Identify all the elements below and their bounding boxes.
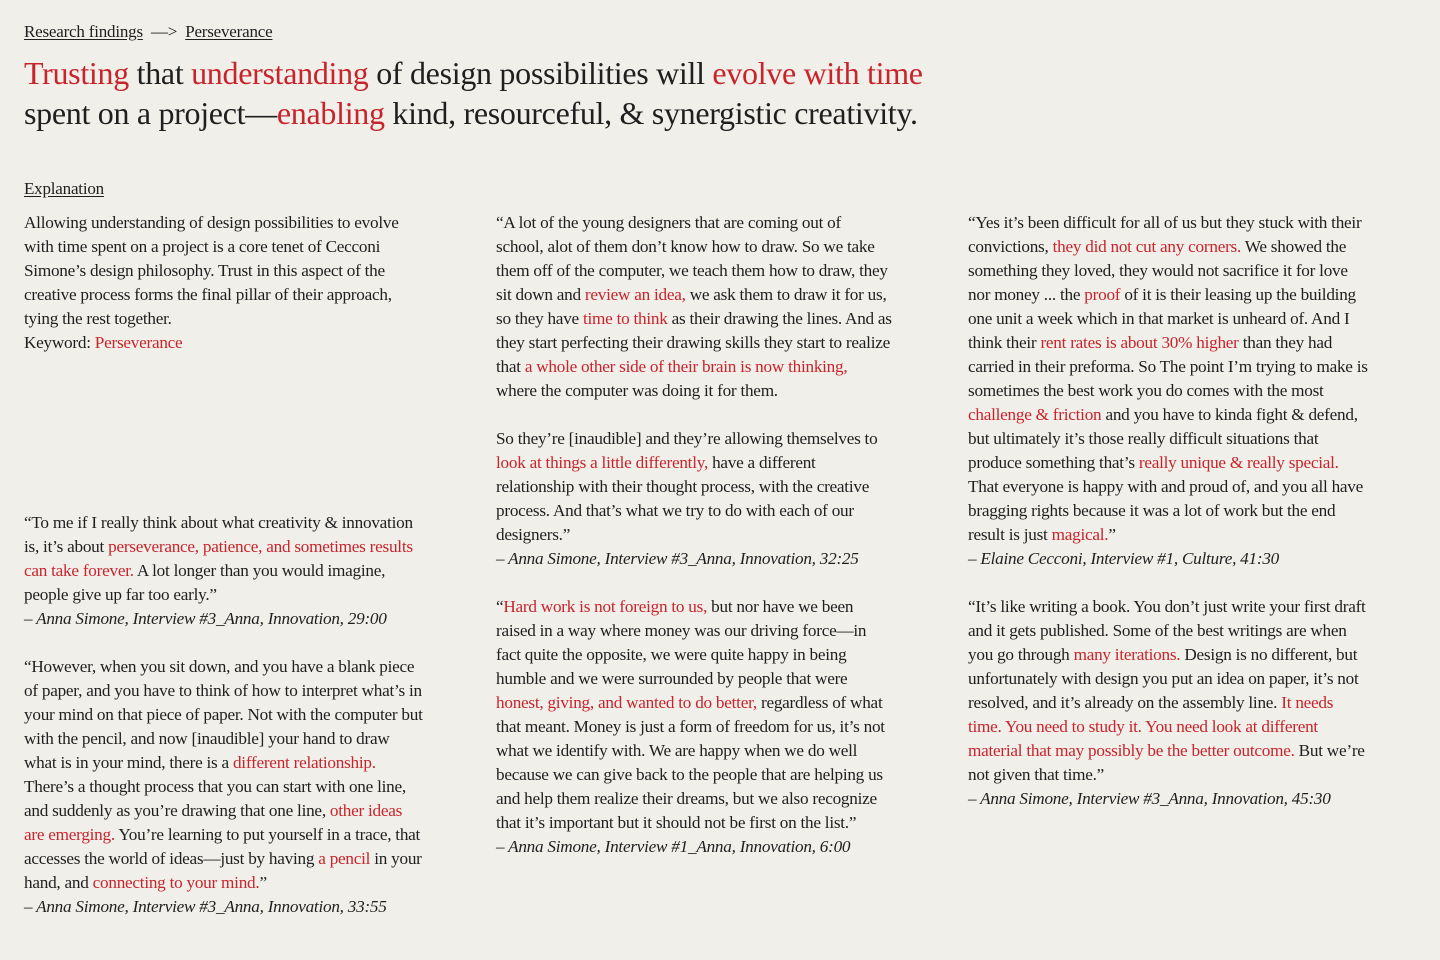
headline-part: that	[128, 55, 192, 91]
quote-citation: – Anna Simone, Interview #3_Anna, Innovation, 33:55	[24, 897, 387, 916]
quote-highlight: really unique & really special.	[1138, 453, 1339, 472]
quote-text	[496, 595, 892, 835]
quote-segment: we ask them to draw it for us, so they have	[496, 285, 887, 328]
headline-part: understanding	[191, 55, 369, 91]
quote-text	[496, 211, 892, 403]
explanation-body: Allowing understanding of design possibilities to evolve with time spent on a project is a core tenet of Cecconi Simone’s design philosophy. Trust in this aspect of the creative process forms the final pillar of their approach, tying the rest together.	[24, 213, 399, 328]
quote-segment: A lot longer than you would imagine, people give up far too early.”	[24, 561, 386, 604]
quote-segment: So they’re [inaudible] and they’re allowing themselves to	[496, 429, 878, 448]
quote-highlight: they did not cut any corners.	[1052, 237, 1242, 256]
quote-segment: You’re learning to put yourself in a trace, that accesses the world of ideas—just by having	[24, 825, 421, 868]
quote-segment: in your hand, and	[24, 849, 422, 892]
quote-highlight: Hard work is not foreign to us,	[503, 597, 708, 616]
quote-highlight: different relationship.	[232, 753, 376, 772]
quote-highlight: many iterations.	[1073, 645, 1181, 664]
quote-text	[968, 595, 1368, 787]
headline-part: evolve with time	[712, 55, 923, 91]
headline-part: kind, resourceful, & synergistic creativity.	[384, 95, 918, 131]
quote-segment: and you have to kinda fight & defend, but ultimately it’s those really difficult situations that produce something that’s	[968, 405, 1358, 472]
quote-highlight: perseverance, patience, and sometimes results can take forever.	[24, 537, 413, 580]
quote-highlight: a whole other side of their brain is now thinking,	[524, 357, 848, 376]
quote-segment: regardless of what that meant. Money is just a form of freedom for us, it’s not what we identify with. We are happy when we do well because we can give back to the people that are helping us and help them realize their dreams, but we also recognize that it’s important but it should not be first on the list.”	[496, 693, 885, 832]
quote-segment: “To me if I really think about what creativity & innovation is, it’s about	[24, 513, 413, 556]
quote-segment: as their drawing the lines. And as they start perfecting their drawing skills they start to realize that	[496, 309, 892, 376]
quote-segment: “A lot of the young designers that are coming out of school, alot of them don’t know how to draw. So we take them off of the computer, we teach them how to draw, they sit down and	[496, 213, 888, 304]
quote-block	[968, 211, 1368, 571]
quote-highlight: other ideas are emerging.	[24, 801, 403, 844]
explanation-label: Explanation	[24, 179, 104, 198]
quote-citation: – Anna Simone, Interview #3_Anna, Innovation, 32:25	[496, 549, 859, 568]
quote-text	[24, 655, 424, 895]
quote-highlight: magical.	[1051, 525, 1109, 544]
quote-segment: ”	[1108, 525, 1116, 544]
quote-segment: “	[496, 597, 504, 616]
breadcrumb-separator: —>	[150, 22, 178, 41]
quote-segment: “However, when you sit down, and you have a blank piece of paper, and you have to think of how to interpret what’s in your mind on that piece of paper. Not with the computer but with the pencil, and now [inaudible] your hand to draw what is in your mind, there is a	[24, 657, 423, 772]
keyword-value[interactable]: Perseverance	[94, 333, 183, 352]
quote-segment: We showed the something they loved, they would not sacrifice it for love nor money ... the	[968, 237, 1348, 304]
quote-segment: “It’s like writing a book. You don’t just write your first draft and it gets published. Some of the best writings are when you go through	[968, 597, 1366, 664]
page-headline	[24, 53, 984, 133]
breadcrumb	[24, 20, 272, 44]
explanation-block	[24, 211, 424, 355]
breadcrumb-current-perseverance[interactable]: Perseverance	[185, 22, 273, 41]
quote-block	[496, 595, 892, 859]
headline-part: enabling	[276, 95, 385, 131]
quote-highlight: look at things a little differently,	[496, 453, 709, 472]
quote-segment: of it is their leasing up the building one unit a week which in that market is unheard of. And I think their	[968, 285, 1356, 352]
quote-text	[496, 427, 892, 547]
quote-citation: – Anna Simone, Interview #1_Anna, Innovation, 6:00	[496, 837, 851, 856]
quote-segment: than they had carried in their preforma. So The point I’m trying to make is sometimes the best work you do comes with the most	[968, 333, 1368, 400]
quote-highlight: connecting to your mind.	[92, 873, 260, 892]
quote-highlight: challenge & friction	[968, 405, 1102, 424]
quote-citation: – Elaine Cecconi, Interview #1, Culture, 41:30	[968, 549, 1280, 568]
quote-text	[24, 511, 424, 607]
quote-segment: There’s a thought process that you can start with one line, and suddenly as you’re drawing that one line,	[24, 777, 406, 820]
quote-segment: have a different relationship with their thought process, with the creative process. And that’s what we try to do with each of our designers.”	[496, 453, 870, 544]
quote-segment: That everyone is happy with and proud of, and you all have bragging rights because it was a lot of work but the end result is just	[968, 477, 1364, 544]
quote-segment: But we’re not given that time.”	[968, 741, 1365, 784]
quote-highlight: a pencil	[318, 849, 371, 868]
quote-citation: – Anna Simone, Interview #3_Anna, Innovation, 29:00	[24, 609, 387, 628]
quote-highlight: It needs time. You need to study it. You need look at different material that may possibly be the better outcome.	[968, 693, 1334, 760]
quote-segment: Design is no different, but unfortunately with design you put an idea on paper, it’s not resolved, and it’s already on the assembly line.	[968, 645, 1359, 712]
quote-block	[496, 211, 892, 571]
quote-segment: where the computer was doing it for them.	[496, 381, 778, 400]
quote-segment: but nor have we been raised in a way where money was our driving force—in fact quite the opposite, we were quite happy in being humble and we were surrounded by people that were	[496, 597, 867, 688]
quote-segment: “Yes it’s been difficult for all of us but they stuck with their convictions,	[968, 213, 1362, 256]
quote-highlight: rent rates is about 30% higher	[1040, 333, 1239, 352]
headline-part: Trusting	[24, 55, 129, 91]
quote-block	[968, 595, 1368, 811]
headline-part: of design possibilities will	[368, 55, 713, 91]
breadcrumb-link-research-findings[interactable]: Research findings	[24, 22, 143, 41]
quote-text	[968, 211, 1368, 547]
quote-block	[24, 655, 424, 919]
quote-highlight: honest, giving, and wanted to do better,	[496, 693, 757, 712]
keyword-label: Keyword:	[24, 333, 95, 352]
paragraph-spacer	[496, 403, 892, 427]
quote-segment: ”	[259, 873, 267, 892]
headline-part: spent on a project—	[24, 95, 277, 131]
keyword-line	[24, 331, 424, 355]
quote-highlight: time to think	[582, 309, 668, 328]
quote-highlight: review an idea,	[584, 285, 686, 304]
quote-highlight: proof	[1084, 285, 1121, 304]
quote-block	[24, 511, 424, 631]
quote-citation: – Anna Simone, Interview #3_Anna, Innovation, 45:30	[968, 789, 1331, 808]
